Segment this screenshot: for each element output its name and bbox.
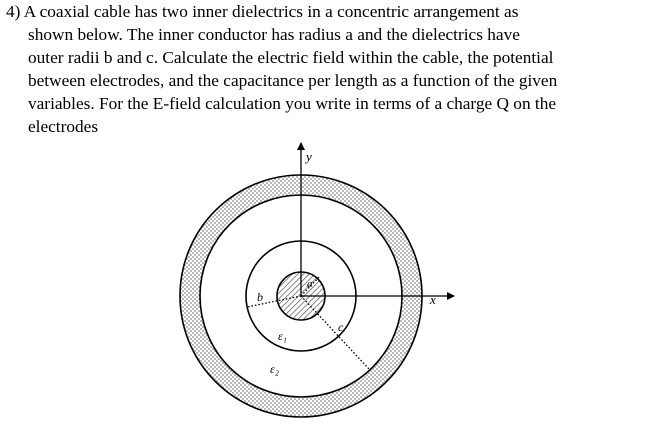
problem-line-1: 4) A coaxial cable has two inner dielectrics in a concentric arrangement as [6, 2, 519, 21]
epsilon-1-label: ε₁ [278, 329, 287, 343]
radius-c-label: c [338, 320, 344, 334]
problem-line-3: outer radii b and c. Calculate the electric field within the cable, the potential [28, 48, 554, 67]
radius-b-label: b [257, 290, 263, 304]
problem-line-6: electrodes [28, 117, 99, 136]
problem-line-5: variables. For the E-field calculation you write in terms of a charge Q on the [28, 94, 557, 113]
x-axis-label: x [430, 292, 436, 307]
problem-line-4: between electrodes, and the capacitance per length as a function of the given [28, 71, 558, 90]
radius-a-label: a [307, 278, 313, 290]
y-axis-label: y [306, 149, 312, 164]
problem-line-2: shown below. The inner conductor has radius a and the dielectrics have [28, 25, 520, 44]
epsilon-2-label: ε₂ [270, 362, 279, 376]
